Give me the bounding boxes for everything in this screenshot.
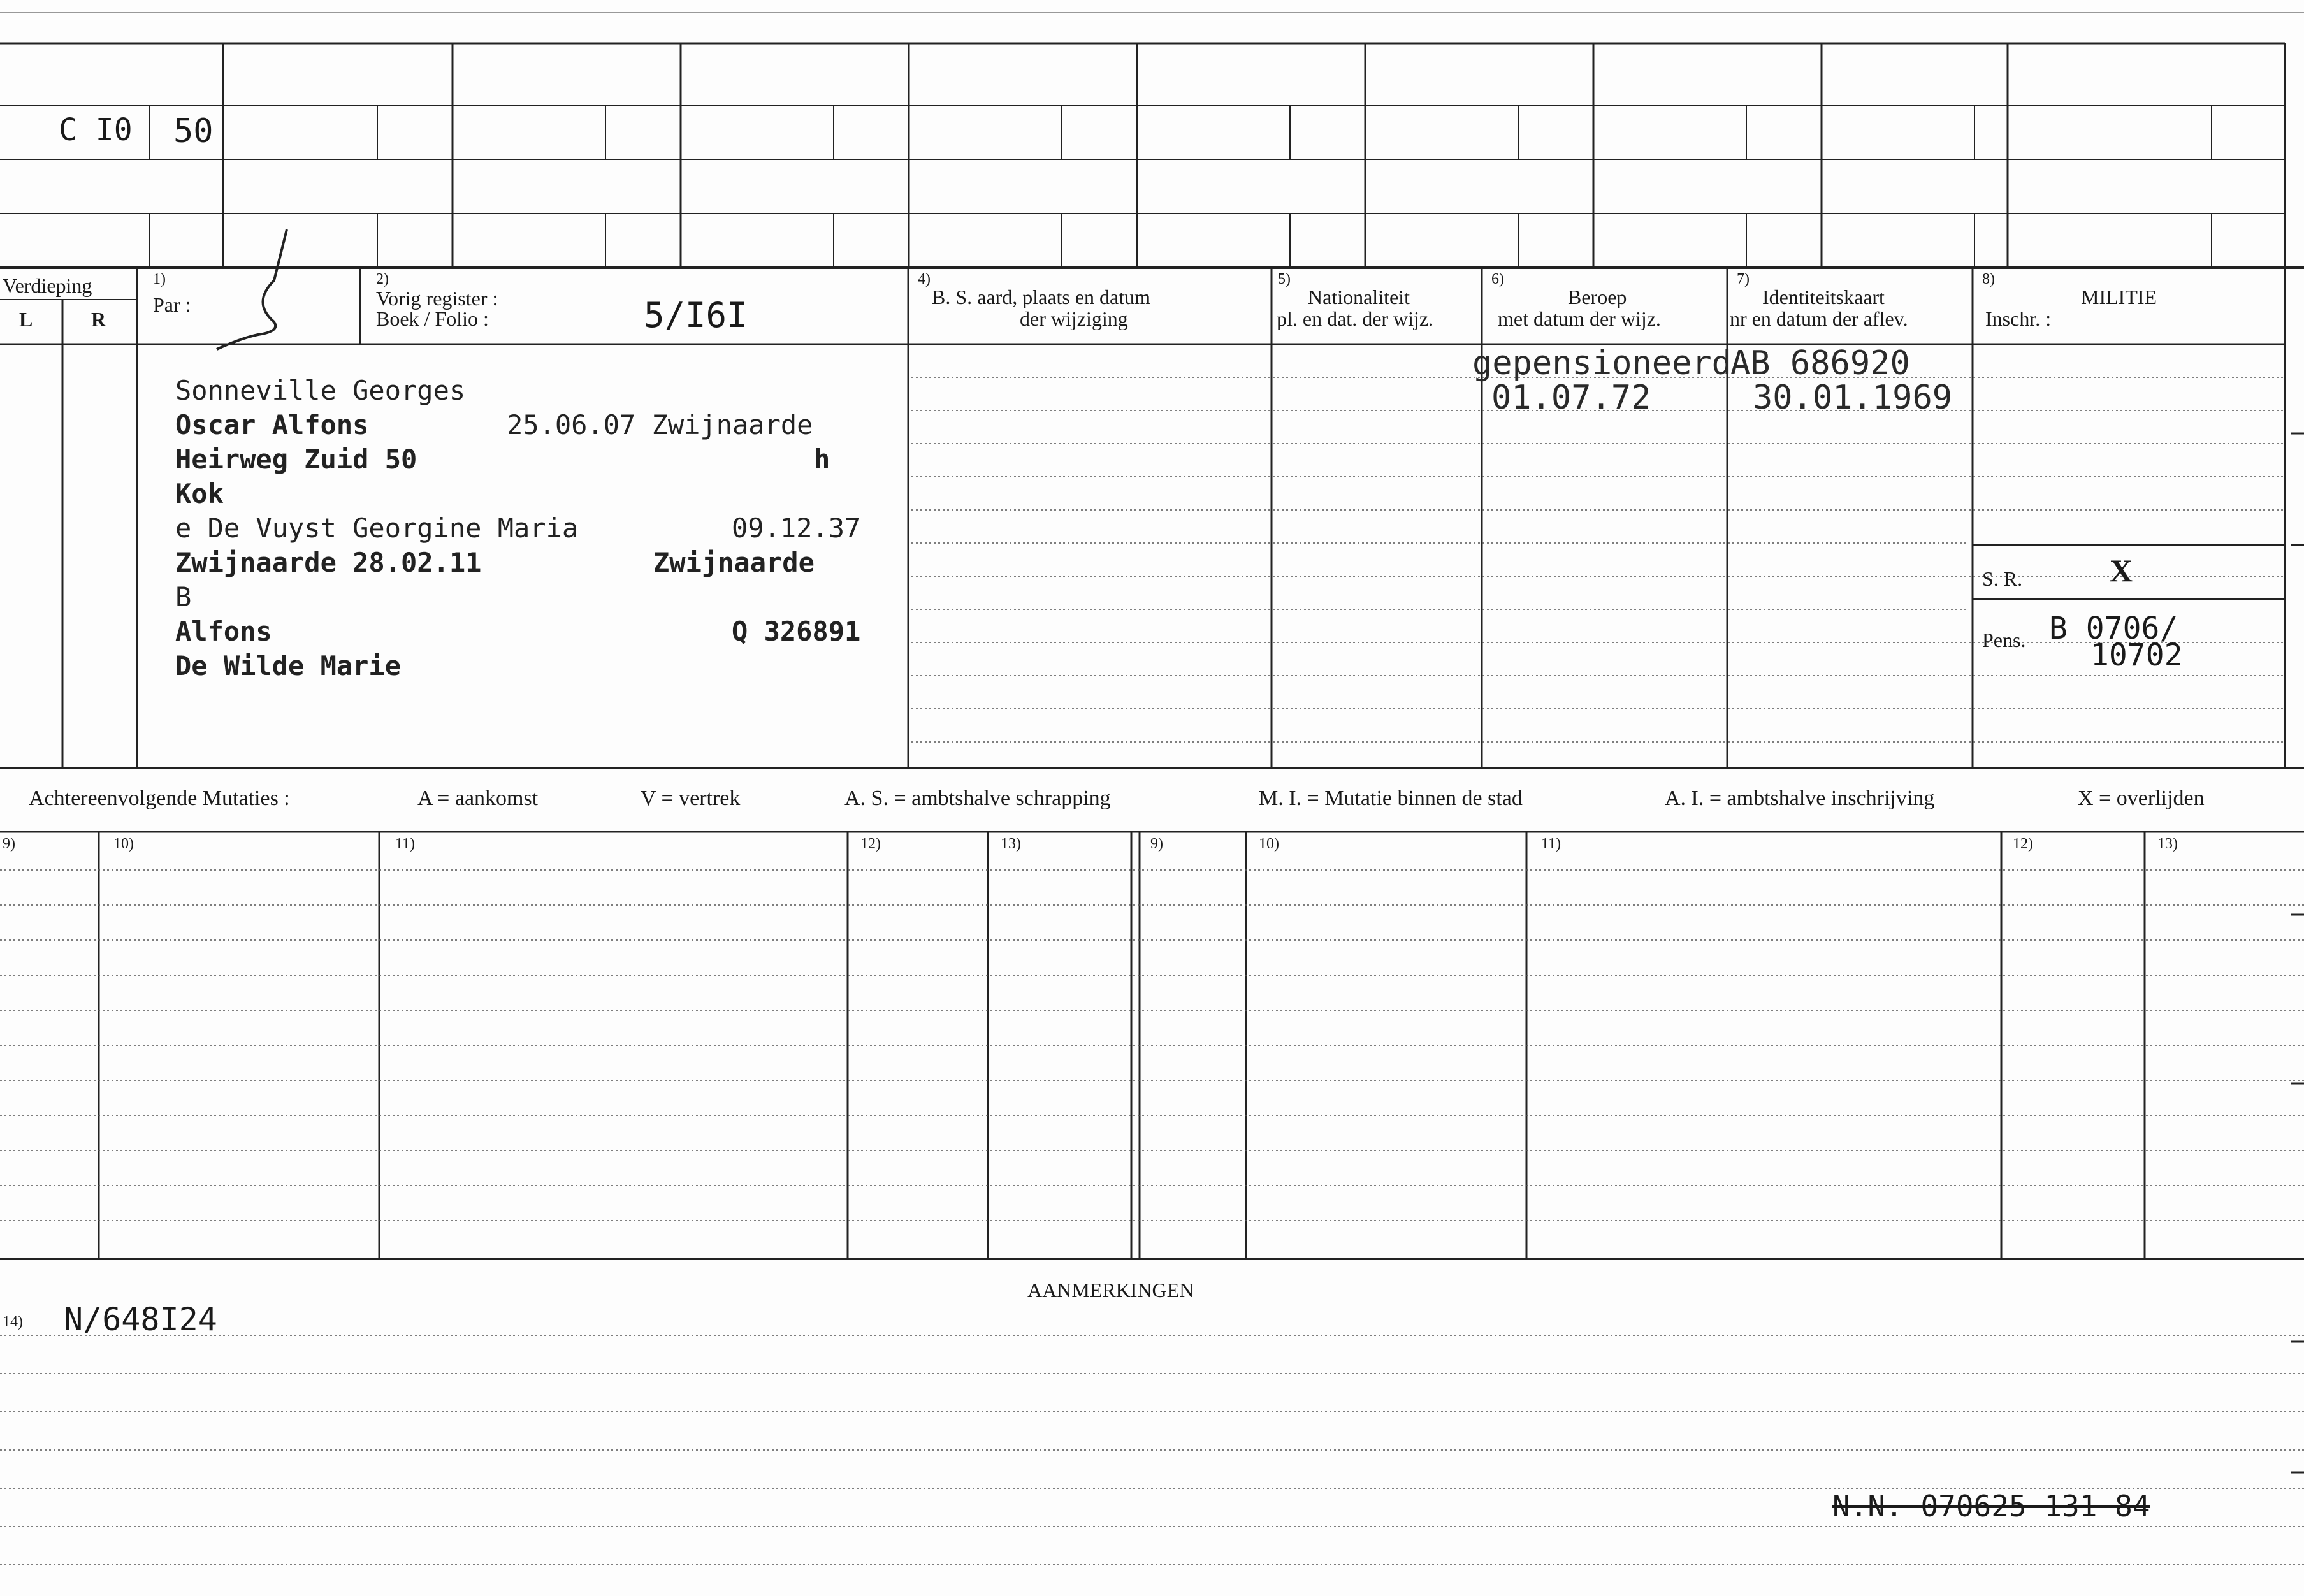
col5-number: 5) bbox=[1278, 271, 1291, 287]
sr-label: S. R. bbox=[1982, 567, 2023, 590]
ref-code: C I0 bbox=[59, 112, 133, 148]
person-marriage: Zwijnaarde 28.02.11 bbox=[175, 547, 482, 578]
legend-v: V = vertrek bbox=[641, 787, 741, 810]
vorig-register-label: Vorig register : bbox=[376, 287, 498, 310]
footer-code: N.N. 070625 131 84 bbox=[1832, 1489, 2150, 1523]
nationaliteit-sub-label: pl. en dat. der wijz. bbox=[1277, 307, 1434, 330]
beroep-label: Beroep bbox=[1568, 286, 1627, 308]
pens-label: Pens. bbox=[1982, 628, 2026, 651]
legend-ai: A. I. = ambtshalve inschrijving bbox=[1665, 787, 1935, 810]
militie-label: MILITIE bbox=[2081, 286, 2157, 308]
pens-value-2: 10702 bbox=[2090, 637, 2183, 673]
remarks-title: AANMERKINGEN bbox=[1027, 1279, 1194, 1302]
mut-left-col10: 10) bbox=[113, 836, 134, 852]
person-address: Heirweg Zuid 50 bbox=[175, 444, 417, 475]
col2-number: 2) bbox=[376, 271, 389, 287]
person-father: Alfons bbox=[175, 616, 272, 647]
sr-value: X bbox=[2110, 553, 2133, 588]
person-address-code: h bbox=[814, 444, 830, 475]
beroep-date: 01.07.72 bbox=[1491, 379, 1651, 417]
person-given-names: Oscar Alfons bbox=[175, 409, 369, 440]
person-surname: Sonneville Georges bbox=[175, 375, 466, 406]
mut-right-col11: 11) bbox=[1541, 836, 1561, 852]
legend-as: A. S. = ambtshalve schrapping bbox=[844, 787, 1111, 810]
ref-number: 50 bbox=[173, 112, 214, 150]
verdieping-label: Verdieping bbox=[3, 274, 92, 297]
mut-right-col10: 10) bbox=[1259, 836, 1279, 852]
col8-number: 8) bbox=[1982, 271, 1995, 287]
person-code-b: B bbox=[175, 581, 192, 613]
mut-left-col13: 13) bbox=[1001, 836, 1021, 852]
boek-folio-label: Boek / Folio : bbox=[376, 307, 489, 330]
id-card-date: 30.01.1969 bbox=[1753, 379, 1953, 417]
legend-a: A = aankomst bbox=[417, 787, 539, 810]
mut-left-col9: 9) bbox=[3, 836, 15, 852]
mut-left-col12: 12) bbox=[860, 836, 881, 852]
person-occupation: Kok bbox=[175, 478, 224, 509]
person-reference: Q 326891 bbox=[732, 616, 861, 647]
verdieping-right: R bbox=[91, 308, 106, 331]
mut-right-col12: 12) bbox=[2013, 836, 2033, 852]
legend-title: Achtereenvolgende Mutaties : bbox=[29, 787, 290, 810]
col7-number: 7) bbox=[1737, 271, 1750, 287]
mut-left-col11: 11) bbox=[395, 836, 416, 852]
person-birth: 25.06.07 Zwijnaarde bbox=[507, 409, 813, 440]
legend-mi: M. I. = Mutatie binnen de stad bbox=[1259, 787, 1523, 810]
col4-number: 4) bbox=[918, 271, 931, 287]
beroep-sub-label: met datum der wijz. bbox=[1498, 307, 1661, 330]
person-marriage-place: Zwijnaarde bbox=[653, 547, 815, 578]
mut-right-col13: 13) bbox=[2157, 836, 2178, 852]
identiteitskaart-label: Identiteitskaart bbox=[1762, 286, 1885, 308]
nationaliteit-label: Nationaliteit bbox=[1308, 286, 1410, 308]
person-spouse-birthdate: 09.12.37 bbox=[732, 512, 861, 544]
pens-value-1: B 0706/ bbox=[2049, 611, 2178, 646]
remarks-value: N/648I24 bbox=[64, 1301, 217, 1338]
beroep-value: gepensioneerd bbox=[1472, 344, 1732, 382]
person-mother: De Wilde Marie bbox=[175, 650, 402, 681]
person-spouse: e De Vuyst Georgine Maria bbox=[175, 512, 579, 544]
remarks-number: 14) bbox=[3, 1314, 23, 1330]
militie-inschr-label: Inschr. : bbox=[1985, 307, 2052, 330]
id-card-number: AB 686920 bbox=[1730, 344, 1910, 382]
boek-folio-value: 5/I6I bbox=[644, 295, 748, 335]
signature-mark bbox=[217, 229, 287, 349]
col4-label-1: B. S. aard, plaats en datum bbox=[932, 286, 1151, 308]
identiteitskaart-sub-label: nr en datum der aflev. bbox=[1730, 307, 1908, 330]
legend-x: X = overlijden bbox=[2078, 787, 2205, 810]
col1-number: 1) bbox=[153, 271, 166, 287]
col4-label-2: der wijziging bbox=[1020, 307, 1128, 330]
verdieping-left: L bbox=[19, 308, 33, 331]
par-label: Par : bbox=[153, 293, 191, 316]
col6-number: 6) bbox=[1491, 271, 1504, 287]
mut-right-col9: 9) bbox=[1150, 836, 1163, 852]
